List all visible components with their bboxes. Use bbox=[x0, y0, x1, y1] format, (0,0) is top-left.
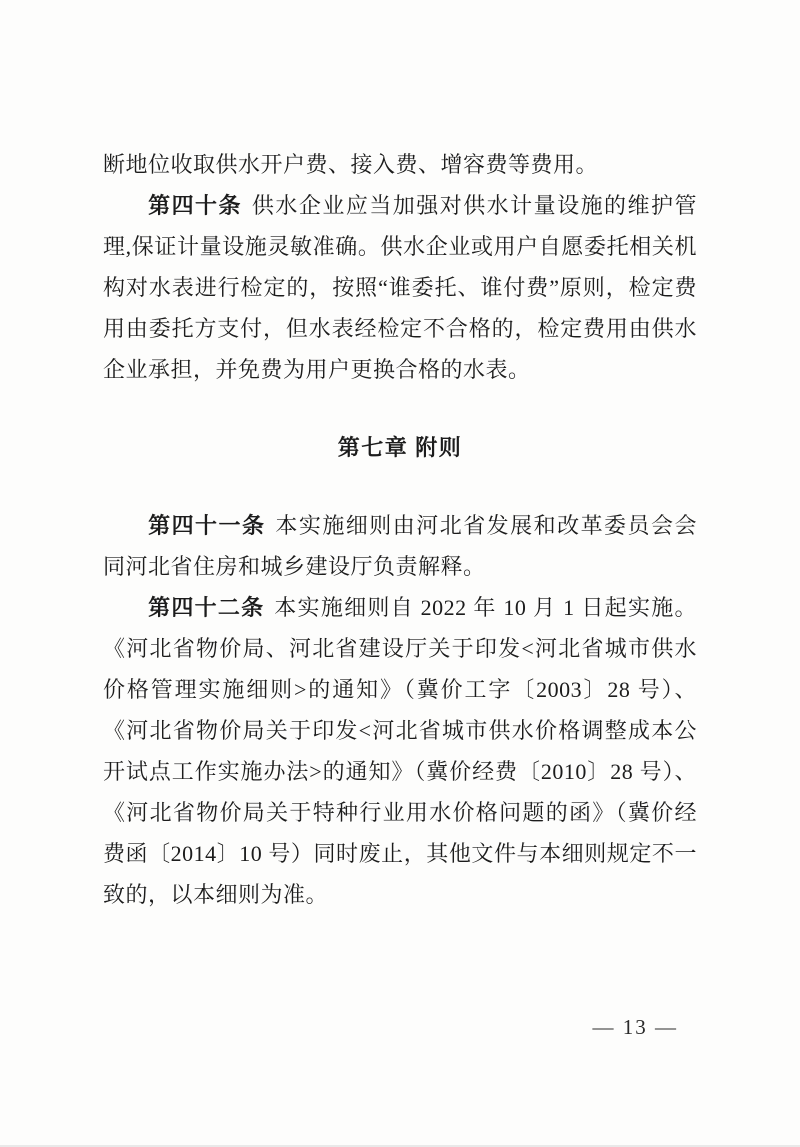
article-40-text: 供水企业应当加强对供水计量设施的维护管理,保证计量设施灵敏准确。供水企业或用户自愿委托相关机构对水表进行检定的，按照“谁委托、谁付费”原则，检定费用由委托方支付，但水表经检定不合格的，检定费用由供水企业承担，并免费为用户更换合格的水表。 bbox=[103, 193, 697, 382]
article-40-label: 第四十条 bbox=[148, 193, 243, 218]
article-42-text: 本实施细则自 2022 年 10 月 1 日起实施。《河北省物价局、河北省建设厅关于印发<河北省城市供水价格管理实施细则>的通知》（冀价工字〔2003〕28 号）、《河北省物价局关于印发<河北省城市供水价格调整成本公开试点工作实施办法>的通知》（冀价经费〔2010〕28 号）、《河北省物价局关于特种行业用水价格问题的函》（冀价经费函〔2014〕10 号）同时废止，其他文件与本细则规定不一致的，以本细则为准。 bbox=[103, 595, 697, 907]
page-number: — 13 — bbox=[592, 1015, 678, 1039]
paragraph-article-41 bbox=[103, 505, 697, 587]
document-body bbox=[103, 144, 697, 915]
article-42-label: 第四十二条 bbox=[148, 595, 265, 620]
paragraph-article-40 bbox=[103, 185, 697, 390]
paragraph-continuation: 断地位收取供水开户费、接入费、增容费等费用。 bbox=[103, 152, 599, 177]
article-41-label: 第四十一条 bbox=[148, 513, 266, 538]
chapter-heading: 第七章 附则 bbox=[337, 435, 463, 460]
paragraph-article-42 bbox=[103, 587, 697, 915]
article-41-text: 本实施细则由河北省发展和改革委员会会同河北省住房和城乡建设厅负责解释。 bbox=[103, 513, 697, 579]
